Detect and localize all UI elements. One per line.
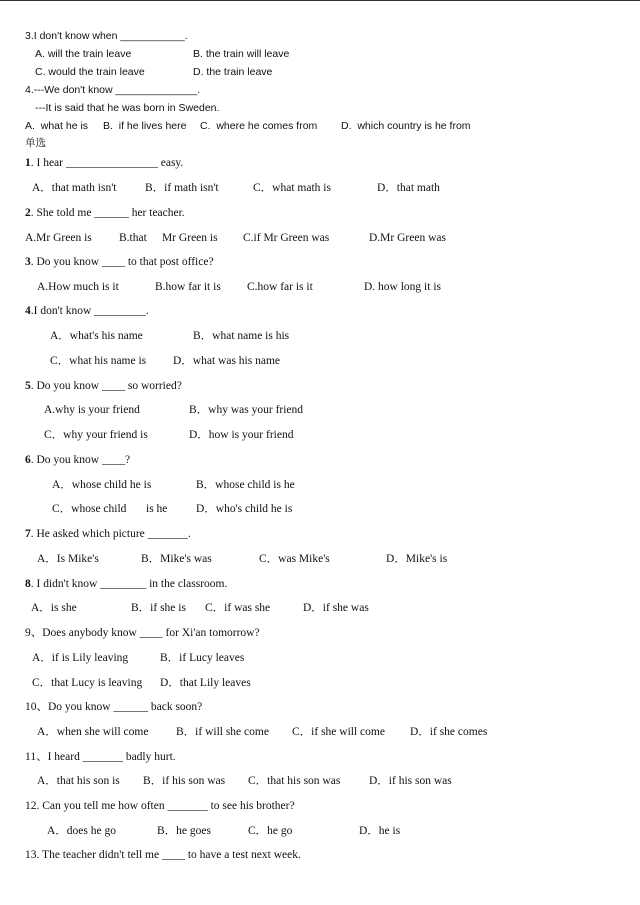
question-5-stem: 5. Do you know ____ so worried? <box>25 380 182 392</box>
question-3-option-d: D. how long it is <box>364 281 441 293</box>
question-11-option-a: A．that his son is <box>37 775 120 787</box>
question-5-option-a: A.why is your friend <box>44 404 140 416</box>
question-11-stem: 11、I heard _______ badly hurt. <box>25 751 176 763</box>
question-1-option-b: B．if math isn't <box>145 182 219 194</box>
question-6-option-d: D．who's child he is <box>196 503 293 515</box>
question-6-option-a: A．whose child he is <box>52 479 152 491</box>
question-2-stem: 2. She told me ______ her teacher. <box>25 207 185 219</box>
q4-line2: ---It is said that he was born in Sweden. <box>35 102 220 114</box>
question-2-option-b: B.that <box>119 232 147 244</box>
question-12-option-b: B．he goes <box>157 825 211 837</box>
question-7-option-a: A．Is Mike's <box>37 553 99 565</box>
question-9-option-a: A．if is Lily leaving <box>32 652 129 664</box>
question-4-option-d: D．what was his name <box>173 355 280 367</box>
question-7-option-d: D．Mike's is <box>386 553 448 565</box>
question-7-option-b: B．Mike's was <box>141 553 212 565</box>
question-8-option-a: A．is she <box>31 602 77 614</box>
question-8-stem: 8. I didn't know ________ in the classroom. <box>25 578 228 590</box>
question-12-option-c: C．he go <box>248 825 293 837</box>
question-10-option-d: D．if she comes <box>410 726 488 738</box>
question-12-option-a: A．does he go <box>47 825 116 837</box>
question-10-option-c: C．if she will come <box>292 726 385 738</box>
q4-option-b: B. if he lives here <box>103 120 187 132</box>
question-4-option-a: A．what's his name <box>50 330 143 342</box>
question-6-option-c: C．whose child <box>52 503 127 515</box>
question-6-stem: 6. Do you know ____? <box>25 454 131 466</box>
q3-stem: 3.I don't know when ___________. <box>25 30 188 42</box>
question-2-option-c: C.if Mr Green was <box>243 232 330 244</box>
question-3-option-a: A.How much is it <box>37 281 119 293</box>
question-1-option-d: D．that math <box>377 182 440 194</box>
question-8-option-b: B．if she is <box>131 602 186 614</box>
q3-option-a: A. will the train leave <box>35 48 132 60</box>
question-10-stem: 10、Do you know ______ back soon? <box>25 701 203 713</box>
question-9-option-b: B．if Lucy leaves <box>160 652 245 664</box>
question-2-option-a: A.Mr Green is <box>25 232 92 244</box>
question-7-stem: 7. He asked which picture _______. <box>25 528 191 540</box>
top-border <box>0 0 640 1</box>
question-7-option-c: C．was Mike's <box>259 553 330 565</box>
question-3-stem: 3. Do you know ____ to that post office? <box>25 256 214 268</box>
section-heading: 单选 <box>25 137 46 149</box>
question-2-option-b-cont: Mr Green is <box>162 232 218 244</box>
q3-option-b: B. the train will leave <box>193 48 290 60</box>
q3-option-c: C. would the train leave <box>35 66 145 78</box>
question-10-option-b: B．if will she come <box>176 726 269 738</box>
q4-option-c: C. where he comes from <box>200 120 318 132</box>
question-1-option-c: C．what math is <box>253 182 331 194</box>
question-11-option-d: D．if his son was <box>369 775 452 787</box>
question-4-option-b: B．what name is his <box>193 330 290 342</box>
question-5-option-d: D．how is your friend <box>189 429 294 441</box>
question-1-stem: 1. I hear ________________ easy. <box>25 157 184 169</box>
question-12-stem: 12. Can you tell me how often _______ to see his brother? <box>25 800 295 812</box>
question-3-option-c: C.how far is it <box>247 281 313 293</box>
question-13-stem: 13. The teacher didn't tell me ____ to have a test next week. <box>25 849 301 861</box>
question-9-option-d: D．that Lily leaves <box>160 677 251 689</box>
q4-option-d: D. which country is he from <box>341 120 471 132</box>
question-11-option-c: C．that his son was <box>248 775 341 787</box>
question-6-option-b: B．whose child is he <box>196 479 295 491</box>
question-2-option-d: D.Mr Green was <box>369 232 446 244</box>
question-4-option-c: C．what his name is <box>50 355 147 367</box>
question-11-option-b: B．if his son was <box>143 775 226 787</box>
question-1-option-a: A．that math isn't <box>32 182 117 194</box>
q4-stem: 4.---We don't know ______________. <box>25 84 201 96</box>
question-10-option-a: A．when she will come <box>37 726 149 738</box>
question-8-option-c: C．if was she <box>205 602 271 614</box>
question-12-option-d: D．he is <box>359 825 401 837</box>
question-4-stem: 4.I don't know _________. <box>25 305 149 317</box>
question-9-option-c: C．that Lucy is leaving <box>32 677 143 689</box>
question-5-option-c: C．why your friend is <box>44 429 148 441</box>
question-9-stem: 9、Does anybody know ____ for Xi'an tomorrow? <box>25 627 260 639</box>
q4-option-a: A. what he is <box>25 120 89 132</box>
question-6-option-c-cont: is he <box>146 503 168 515</box>
question-3-option-b: B.how far it is <box>155 281 221 293</box>
q3-option-d: D. the train leave <box>193 66 273 78</box>
question-8-option-d: D．if she was <box>303 602 369 614</box>
question-5-option-b: B．why was your friend <box>189 404 304 416</box>
